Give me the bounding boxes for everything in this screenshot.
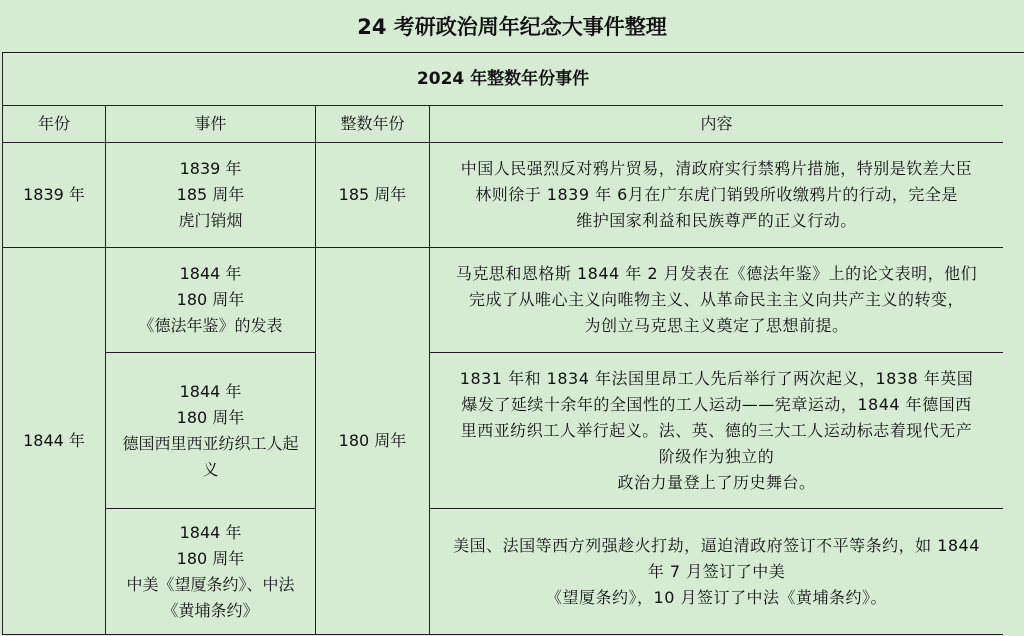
event-cell: 1844 年 180 周年 《德法年鉴》的发表 bbox=[106, 248, 316, 353]
content-cell: 美国、法国等西方列强趁火打劫，逼迫清政府签订不平等条约，如 1844 年 7 月签订了中美 《望厦条约》，10 月签订了中法《黄埔条约》。 bbox=[430, 509, 1004, 635]
content-cell: 中国人民强烈反对鸦片贸易，清政府实行禁鸦片措施，特别是钦差大臣 林则徐于 1839 年 6月在广东虎门销毁所收缴鸦片的行动，完全是 维护国家利益和民族尊严的正义行动。 bbox=[430, 143, 1004, 248]
content-cell: 1831 年和 1834 年法国里昂工人先后举行了两次起义，1838 年英国 爆发了延续十余年的全国性的工人运动——宪章运动，1844 年德国西 里西亚纺织工人举行起义。法、英、德的三大工人运动标志着现代无产 阶级作为独立的 政治力量登上了历史舞台。 bbox=[430, 353, 1004, 509]
header-round-year: 整数年份 bbox=[316, 106, 430, 143]
right-margin bbox=[1003, 52, 1024, 636]
subtitle-row bbox=[3, 53, 1004, 106]
table-row bbox=[3, 248, 1004, 353]
round-year-cell: 185 周年 bbox=[316, 143, 430, 248]
event-cell: 1839 年 185 周年 虎门销烟 bbox=[106, 143, 316, 248]
table-row bbox=[3, 509, 1004, 635]
year-cell: 1839 年 bbox=[3, 143, 106, 248]
events-table bbox=[2, 52, 1004, 635]
header-year: 年份 bbox=[3, 106, 106, 143]
table-subtitle: 2024 年整数年份事件 bbox=[3, 53, 1004, 106]
content-cell: 马克思和恩格斯 1844 年 2 月发表在《德法年鉴》上的论文表明，他们 完成了从唯心主义向唯物主义、从革命民主主义向共产主义的转变， 为创立马克思主义奠定了思想前提。 bbox=[430, 248, 1004, 353]
round-year-cell: 180 周年 bbox=[316, 248, 430, 635]
header-content: 内容 bbox=[430, 106, 1004, 143]
event-cell: 1844 年 180 周年 德国西里西亚纺织工人起 义 bbox=[106, 353, 316, 509]
table-row bbox=[3, 143, 1004, 248]
header-event: 事件 bbox=[106, 106, 316, 143]
header-row bbox=[3, 106, 1004, 143]
table-row bbox=[3, 353, 1004, 509]
event-cell: 1844 年 180 周年 中美《望厦条约》、中法 《黄埔条约》 bbox=[106, 509, 316, 635]
page-title: 24 考研政治周年纪念大事件整理 bbox=[0, 0, 1024, 52]
year-cell: 1844 年 bbox=[3, 248, 106, 635]
